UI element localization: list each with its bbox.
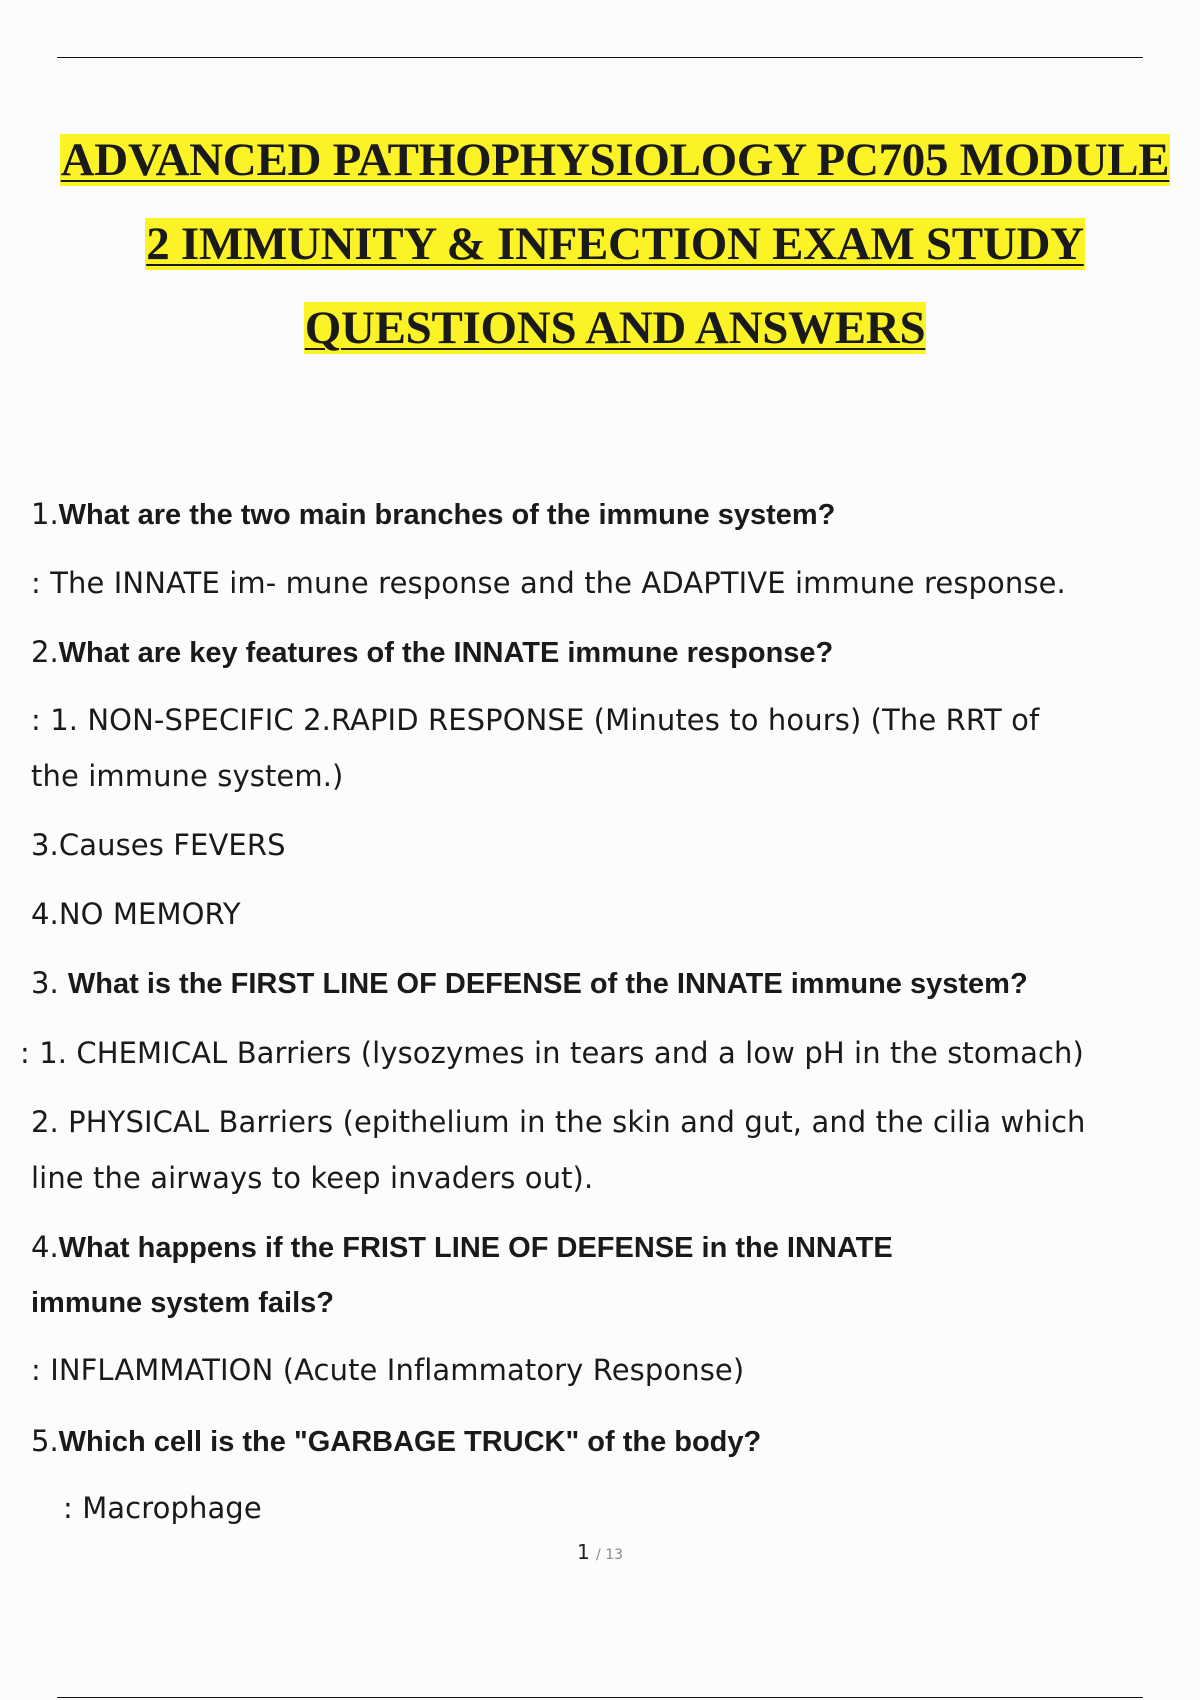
question-4-line-2: immune system fails?: [31, 1287, 334, 1319]
answer-2-line-1: : 1. NON-SPECIFIC 2.RAPID RESPONSE (Minutes to hours) (The RRT of: [31, 703, 1040, 737]
answer-3-line-1: : 1. CHEMICAL Barriers (lysozymes in tears and a low pH in the stomach): [20, 1036, 1084, 1070]
question-number: 4.: [31, 1230, 59, 1264]
answer-5: : Macrophage: [63, 1491, 262, 1525]
answer-3-line-2: 2. PHYSICAL Barriers (epithelium in the skin and gut, and the cilia which: [31, 1105, 1086, 1139]
question-number: 2.: [31, 635, 59, 669]
question-text: What happens if the FRIST LINE OF DEFENSE in the INNATE: [58, 1232, 893, 1264]
question-text: What are the two main branches of the immune system?: [58, 499, 836, 531]
question-number: 5.: [31, 1424, 59, 1458]
answer-2-line-2: the immune system.): [31, 759, 344, 793]
page-total: / 13: [596, 1547, 624, 1563]
answer-1: : The INNATE im- mune response and the ADAPTIVE immune response.: [31, 566, 1066, 600]
answer-3-line-3: line the airways to keep invaders out).: [31, 1161, 594, 1195]
page-current: 1: [576, 1540, 590, 1564]
answer-2-item-4: [31, 894, 241, 934]
question-text: What are key features of the INNATE immune response?: [58, 637, 834, 669]
question-5: [31, 1421, 761, 1462]
question-1: [31, 494, 835, 535]
question-number: 1.: [31, 497, 59, 531]
title-line-3: QUESTIONS AND ANSWERS: [304, 302, 926, 354]
question-text: What is the FIRST LINE OF DEFENSE of the INNATE immune system?: [67, 968, 1028, 1000]
item-number: 4.: [31, 897, 59, 931]
question-text: Which cell is the "GARBAGE TRUCK" of the body?: [58, 1426, 762, 1458]
item-number: 3.: [31, 828, 59, 862]
bottom-rule: [57, 1697, 1143, 1698]
question-number: 3.: [31, 966, 68, 1000]
question-3: [31, 963, 1028, 1004]
page-indicator: [0, 1540, 1200, 1564]
item-text: NO MEMORY: [58, 897, 241, 931]
question-2: [31, 632, 833, 673]
answer-2-item-3: [31, 825, 286, 865]
answer-4: : INFLAMMATION (Acute Inflammatory Response): [31, 1353, 745, 1387]
item-text: Causes FEVERS: [58, 828, 286, 862]
title-line-1: ADVANCED PATHOPHYSIOLOGY PC705 MODULE: [60, 134, 1170, 186]
question-4-line-1: [31, 1227, 893, 1268]
title-line-2: 2 IMMUNITY & INFECTION EXAM STUDY: [146, 218, 1084, 270]
